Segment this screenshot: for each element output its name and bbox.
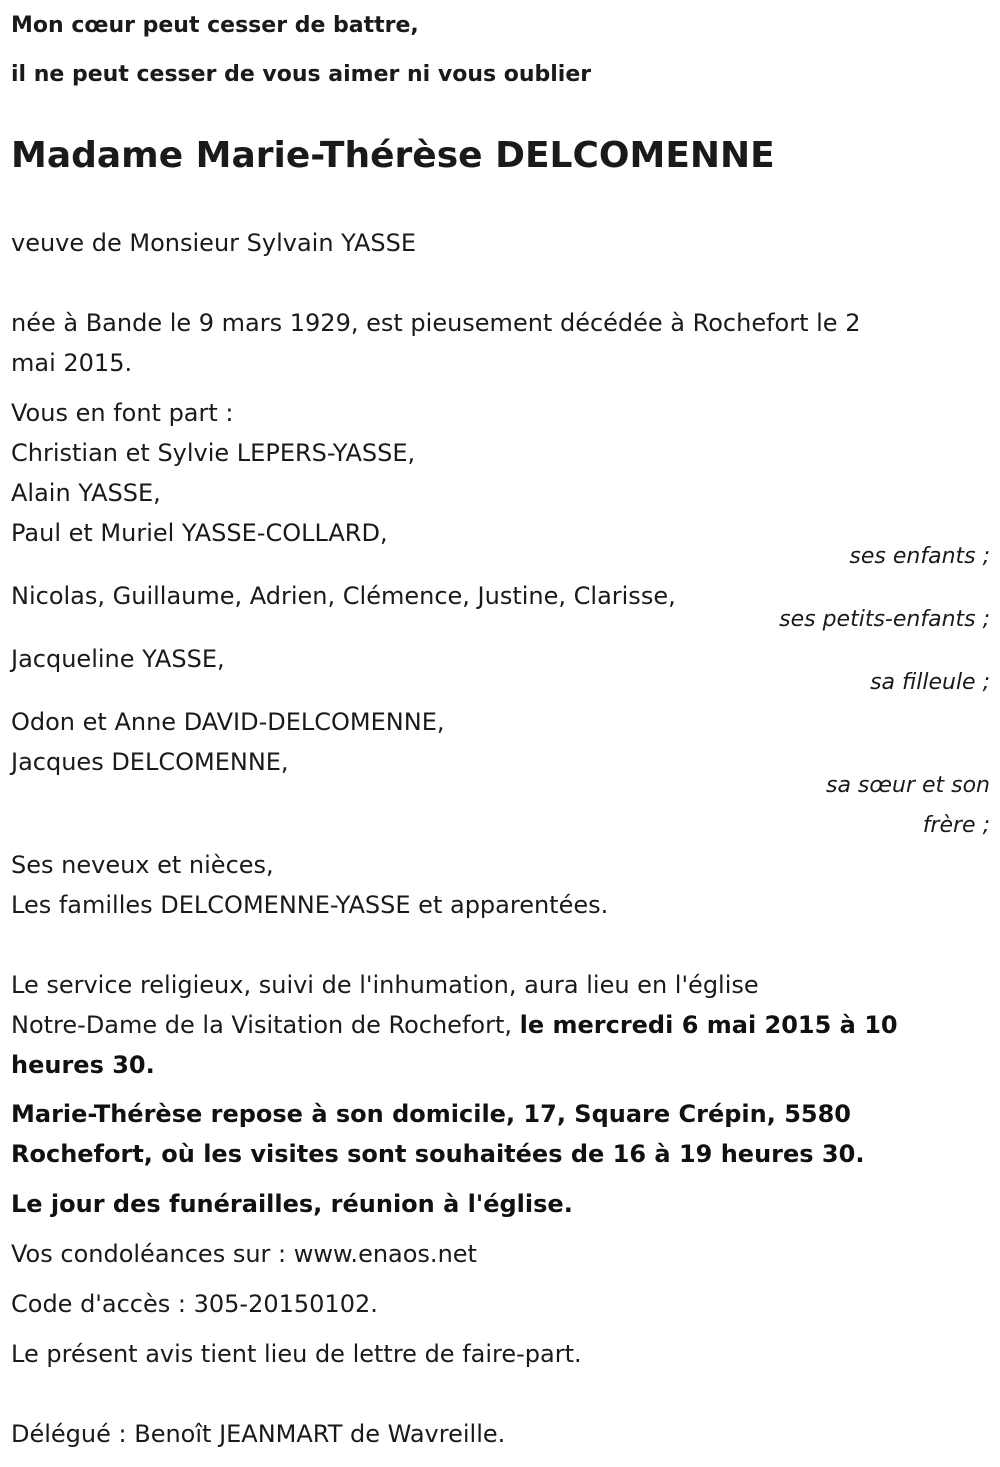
announcers-intro: Vous en font part : — [11, 399, 234, 427]
grandchildren-names: Nicolas, Guillaume, Adrien, Clémence, Justine, Clarisse, — [11, 582, 676, 610]
service-date: le mercredi 6 mai 2015 à 10 — [519, 1011, 898, 1039]
funeral-day: Le jour des funérailles, réunion à l'église. — [11, 1190, 573, 1218]
birth-death-line-2: mai 2015. — [11, 349, 133, 377]
delegate: Délégué : Benoît JEANMART de Wavreille. — [11, 1420, 506, 1448]
epigraph-line-1: Mon cœur peut cesser de battre, — [11, 13, 419, 38]
service-line-2 — [11, 1011, 898, 1039]
children-relation: ses enfants ; — [849, 544, 990, 569]
child-name: Christian et Sylvie LEPERS-YASSE, — [11, 439, 416, 467]
grandchildren-relation: ses petits-enfants ; — [779, 607, 990, 632]
epigraph-line-2: il ne peut cesser de vous aimer ni vous oublier — [11, 62, 592, 87]
child-name: Alain YASSE, — [11, 479, 161, 507]
goddaughter-relation: sa filleule ; — [870, 670, 990, 695]
siblings-relation-line-1: sa sœur et son — [825, 773, 990, 798]
extended-family-line-2: Les familles DELCOMENNE-YASSE et apparentées. — [11, 891, 609, 919]
goddaughter-name: Jacqueline YASSE, — [11, 645, 225, 673]
notice-statement: Le présent avis tient lieu de lettre de faire-part. — [11, 1340, 582, 1368]
sibling-name: Jacques DELCOMENNE, — [11, 748, 289, 776]
birth-death-line-1: née à Bande le 9 mars 1929, est pieusement décédée à Rochefort le 2 — [11, 309, 861, 337]
siblings-relation-line-2: frère ; — [922, 813, 990, 838]
access-code: Code d'accès : 305-20150102. — [11, 1290, 378, 1318]
widow-of: veuve de Monsieur Sylvain YASSE — [11, 229, 417, 257]
service-time: heures 30. — [11, 1051, 155, 1079]
rest-place-line-2: Rochefort, où les visites sont souhaitées de 16 à 19 heures 30. — [11, 1140, 865, 1168]
rest-place-line-1: Marie-Thérèse repose à son domicile, 17, Square Crépin, 5580 — [11, 1100, 851, 1128]
extended-family-line-1: Ses neveux et nièces, — [11, 851, 274, 879]
sibling-name: Odon et Anne DAVID-DELCOMENNE, — [11, 708, 445, 736]
service-place: Notre-Dame de la Visitation de Rochefort, — [11, 1011, 520, 1039]
child-name: Paul et Muriel YASSE-COLLARD, — [11, 519, 388, 547]
deceased-name: Madame Marie-Thérèse DELCOMENNE — [11, 135, 775, 176]
condolences: Vos condoléances sur : www.enaos.net — [11, 1240, 477, 1268]
service-line-1: Le service religieux, suivi de l'inhumation, aura lieu en l'église — [11, 971, 759, 999]
